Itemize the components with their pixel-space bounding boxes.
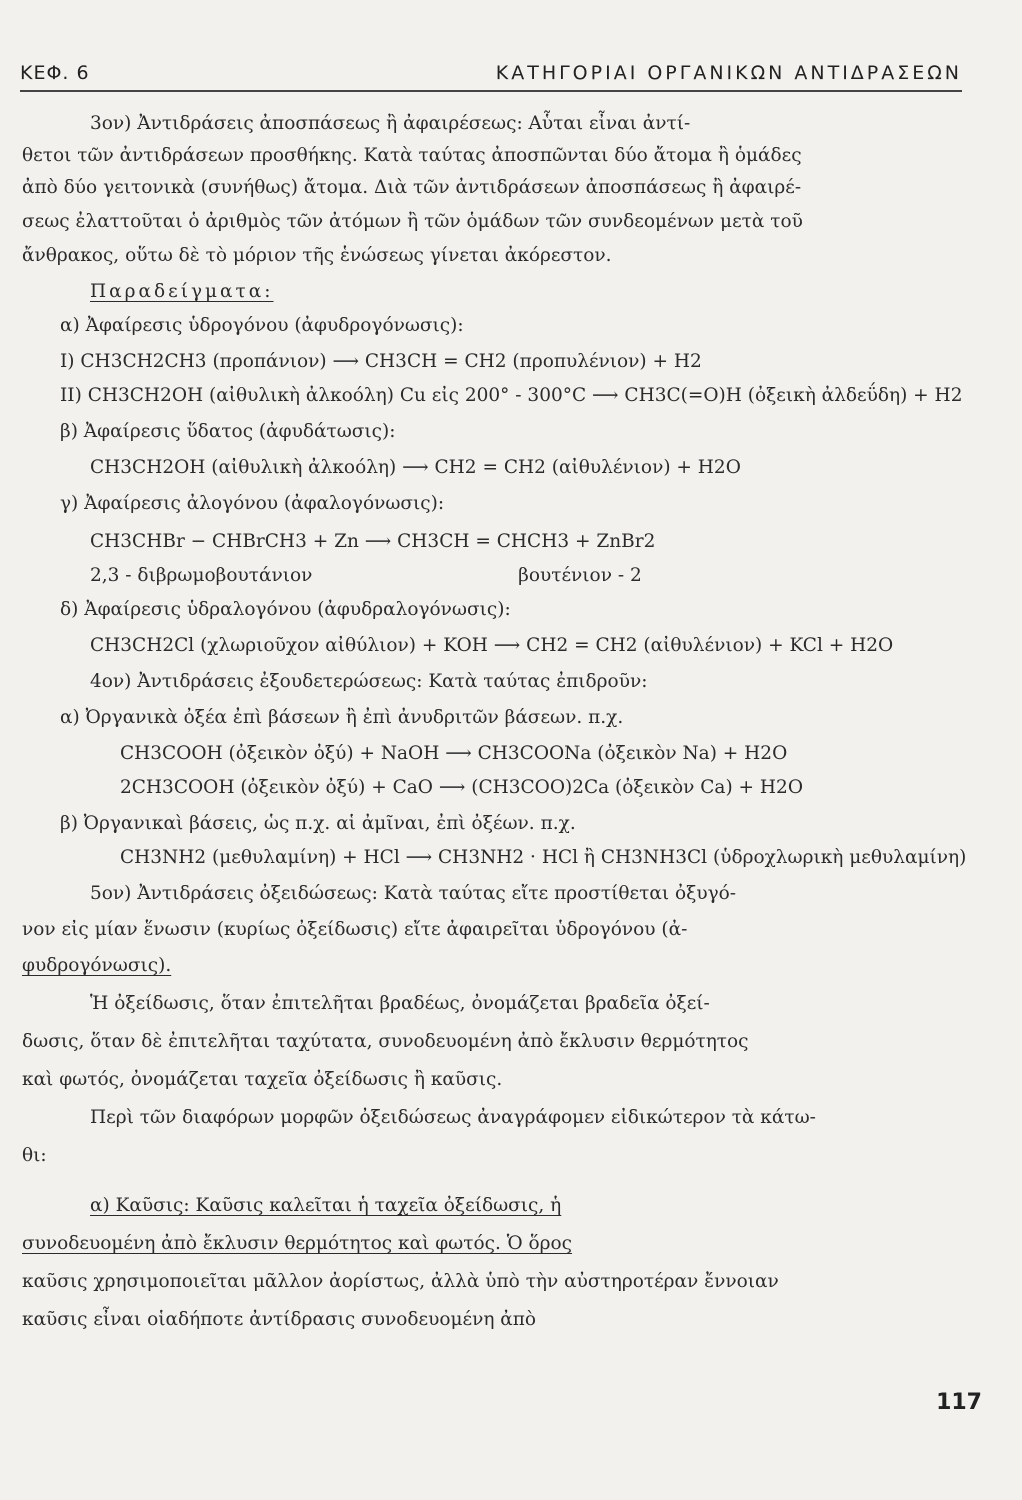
equation-line: I) CH3CH2CH3 (προπάνιον) ⟶ CH3CH = CH2 (προπυλένιον) + H2 — [60, 351, 702, 372]
text-line: ἄνθρακος, οὕτω δὲ τὸ μόριον τῆς ἑνώσεως γίνεται ἀκόρεστον. — [22, 245, 612, 266]
equation-line: CH3CHBr − CHBrCH3 + Zn ⟶ CH3CH = CHCH3 + ZnBr2 — [90, 531, 656, 552]
text-line: 3ον) Ἀντιδράσεις ἀποσπάσεως ἢ ἀφαιρέσεως: Αὗται εἶναι ἀντί- — [90, 113, 691, 134]
text-line: α) Ὀργανικὰ ὀξέα ἐπὶ βάσεων ἢ ἐπὶ ἀνυδριτῶν βάσεων. π.χ. — [60, 707, 624, 728]
running-title: ΚΑΤΗΓΟΡΙΑΙ ΟΡΓΑΝΙΚΩΝ ΑΝΤΙΔΡΑΣΕΩΝ — [495, 62, 962, 84]
text-line: θετοι τῶν ἀντιδράσεων προσθήκης. Κατὰ ταύτας ἀποσπῶνται δύο ἄτομα ἢ ὁμάδες — [22, 145, 802, 166]
text-line: 4ον) Ἀντιδράσεις ἐξουδετερώσεως: Κατὰ ταύτας ἐπιδροῦν: — [90, 671, 648, 692]
text-line: συνοδευομένη ἀπὸ ἔκλυσιν θερμότητος καὶ φωτός. Ὁ ὅρος — [22, 1233, 573, 1254]
text-line: Περὶ τῶν διαφόρων μορφῶν ὀξειδώσεως ἀναγράφομεν εἰδικώτερον τὰ κάτω- — [90, 1107, 816, 1128]
text-line: α) Ἀφαίρεσις ὑδρογόνου (ἀφυδρογόνωσις): — [60, 315, 464, 336]
text-line: β) Ἀφαίρεσις ὕδατος (ἀφυδάτωσις): — [60, 421, 396, 442]
text-line: καῦσις εἶναι οἱαδήποτε ἀντίδρασις συνοδευομένη ἀπὸ — [22, 1309, 537, 1330]
subsection-heading: α) Καῦσις: Καῦσις καλεῖται ἡ ταχεῖα ὀξείδωσις, ἡ — [90, 1195, 562, 1216]
header-rule — [20, 90, 962, 92]
text-line: θι: — [22, 1145, 47, 1166]
equation-line: CH3NH2 (μεθυλαμίνη) + HCl ⟶ CH3NH2 · HCl ἢ CH3NH3Cl (ὑδροχλωρικὴ μεθυλαμίνη) — [120, 847, 967, 868]
text-line: β) Ὀργανικαὶ βάσεις, ὡς π.χ. αἱ ἀμῖναι, ἐπὶ ὀξέων. π.χ. — [60, 813, 576, 834]
text-line: 5ον) Ἀντιδράσεις ὀξειδώσεως: Κατὰ ταύτας εἴτε προστίθεται ὀξυγό- — [90, 883, 737, 904]
page-number: 117 — [936, 1390, 982, 1415]
equation-line: CH3COOH (ὀξεικὸν ὀξύ) + NaOH ⟶ CH3COONa (ὀξεικὸν Na) + H2O — [120, 743, 788, 764]
text-line: Ἡ ὀξείδωσις, ὅταν ἐπιτελῆται βραδέως, ὀνομάζεται βραδεῖα ὀξεί- — [90, 993, 710, 1014]
equation-line: 2CH3COOH (ὀξεικὸν ὀξύ) + CaO ⟶ (CH3COO)2Ca (ὀξεικὸν Ca) + H2O — [120, 777, 803, 798]
text-line: γ) Ἀφαίρεσις ἀλογόνου (ἀφαλογόνωσις): — [60, 493, 445, 514]
chapter-label: ΚΕΦ. 6 — [20, 62, 90, 84]
text-line: καῦσις χρησιμοποιεῖται μᾶλλον ἀορίστως, ἀλλὰ ὑπὸ τὴν αὐστηροτέραν ἔννοιαν — [22, 1271, 779, 1292]
text-line: καὶ φωτός, ὀνομάζεται ταχεῖα ὀξείδωσις ἢ καῦσις. — [22, 1069, 503, 1090]
section-heading: Παραδείγματα: — [90, 281, 274, 302]
equation-line: CH3CH2Cl (χλωριοῦχον αἰθύλιον) + KOH ⟶ CH2 = CH2 (αἰθυλένιον) + KCl + H2O — [90, 635, 894, 656]
text-line: δ) Ἀφαίρεσις ὑδραλογόνου (ἀφυδραλογόνωσις): — [60, 599, 511, 620]
text-line: φυδρογόνωσις). — [22, 955, 172, 976]
equation-caption: 2,3 - διβρωμοβουτάνιον βουτένιον - 2 — [90, 565, 642, 586]
text-line: σεως ἐλαττοῦται ὁ ἀριθμὸς τῶν ἀτόμων ἢ τῶν ὁμάδων τῶν συνδεομένων μετὰ τοῦ — [22, 211, 803, 232]
equation-line: II) CH3CH2OH (αἰθυλικὴ ἀλκοόλη) Cu εἰς 200° - 300°C ⟶ CH3C(=O)H (ὀξεικὴ ἀλδεΰδη) + H2 — [60, 385, 963, 406]
equation-line: CH3CH2OH (αἰθυλικὴ ἀλκοόλη) ⟶ CH2 = CH2 (αἰθυλένιον) + H2O — [90, 457, 741, 478]
text-line: ἀπὸ δύο γειτονικὰ (συνήθως) ἄτομα. Διὰ τῶν ἀντιδράσεων ἀποσπάσεως ἢ ἀφαιρέ- — [22, 177, 802, 198]
text-line: νον εἰς μίαν ἕνωσιν (κυρίως ὀξείδωσις) εἴτε ἀφαιρεῖται ὑδρογόνου (ἀ- — [22, 919, 688, 940]
text-line: δωσις, ὅταν δὲ ἐπιτελῆται ταχύτατα, συνοδευομένη ἀπὸ ἔκλυσιν θερμότητος — [22, 1031, 749, 1052]
